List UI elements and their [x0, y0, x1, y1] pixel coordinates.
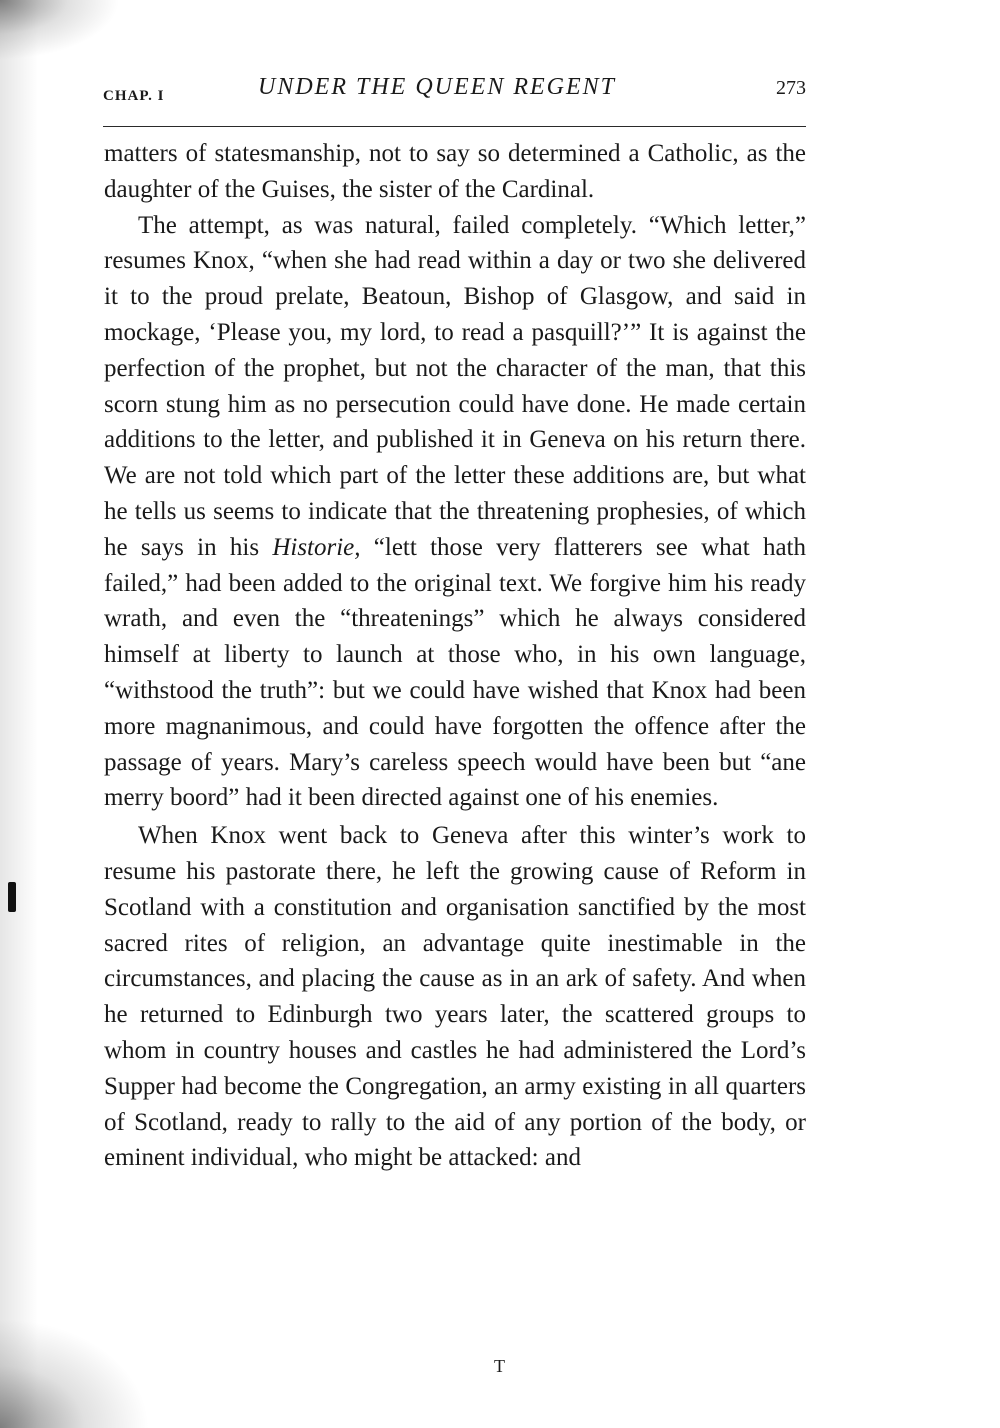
scan-corner-shadow-top — [0, 0, 120, 60]
body-text — [104, 136, 806, 1176]
running-head — [103, 74, 806, 114]
paragraph-1: matters of statesmanship, not to say so determined a Catholic, as the daughter of the Guises, the sister of the Cardinal. — [104, 140, 806, 203]
paragraph-2 — [104, 208, 806, 817]
paragraph-3: When Knox went back to Geneva after this winter’s work to resume his pastorate there, he left the growing cause of Reform in Scotland with a constitution and organisation sanctified by the most sacred rites of religion, an advantage quite inestimable in the circumstances, and placing the cause as in an ark of safety. And when he returned to Edinburgh two years later, the scattered groups to whom in country houses and castles he had administered the Lord’s Supper had become the Congregation, an army existing in all quarters of Scotland, ready to rally to the aid of any portion of the body, or eminent individual, who might be attacked: and — [104, 822, 806, 1172]
signature-mark: T — [494, 1356, 506, 1376]
historie-title: Historie, — [272, 533, 361, 561]
paragraph-2-part-b: “lett those very flatterers see what hath failed,” had been added to the original text. We forgive him his ready wrath, and even the “threatenings” which he always considered himself at liberty to launch at those who, in his own language, “withstood the truth”: but we could have wished that Knox had been more magnanimous, and could have forgotten the offence after the passage of years. Mary’s careless speech would have been but “ane merry boord” had it been directed against one of his enemies. — [104, 533, 806, 812]
running-title: UNDER THE QUEEN REGENT — [258, 74, 616, 100]
header-rule — [103, 126, 806, 127]
page-number: 273 — [776, 77, 806, 99]
paragraph-2-part-a: The attempt, as was natural, failed completely. “Which letter,” resumes Knox, “when she had read within a day or two she delivered it to the proud prelate, Beatoun, Bishop of Glasgow, and said in mockage, ‘Please you, my lord, to read a pasquill?’” It is against the perfection of the prophet, but not the character of the man, that this scorn stung him as no persecution could have done. He made certain additions to the letter, and published it in Geneva on his return there. We are not told which part of the letter these additions are, but what he tells us seems to indicate that the threatening prophesies, of which he says in his — [104, 211, 806, 561]
chapter-label: CHAP. I — [103, 88, 165, 104]
scan-edge-shadow — [0, 0, 38, 1428]
binding-mark — [8, 882, 16, 912]
